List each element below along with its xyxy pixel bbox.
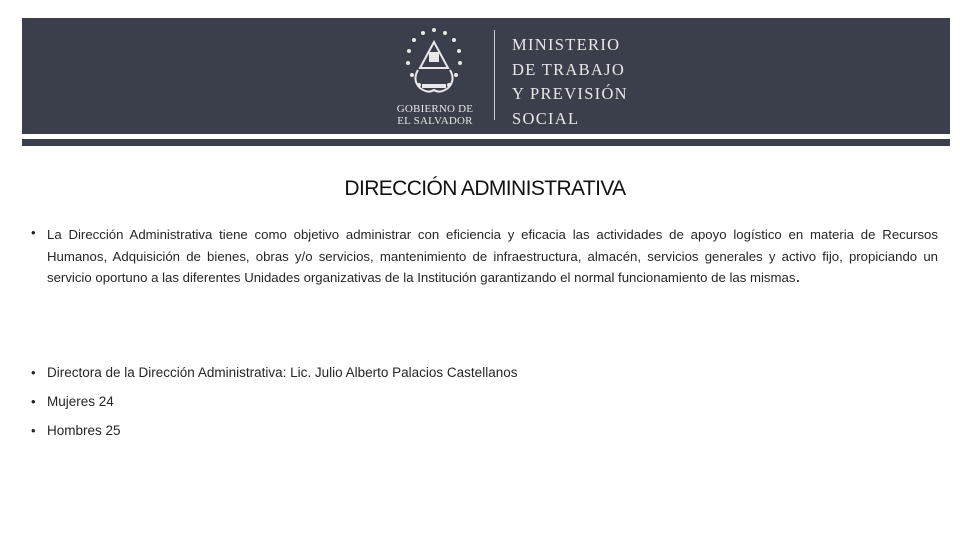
government-label-line-2: EL SALVADOR <box>397 115 473 127</box>
el-salvador-coat-of-arms-icon <box>398 24 470 102</box>
ministry-name <box>512 33 628 131</box>
description-paragraph <box>47 224 938 289</box>
list-item-director: Directora de la Dirección Administrativa: Lic. Julio Alberto Palacios Castellanos <box>47 365 518 380</box>
bullet-marker: • <box>31 394 36 409</box>
bullet-marker: • <box>31 225 36 240</box>
ministry-line-4: SOCIAL <box>512 108 580 128</box>
page-title: DIRECCIÓN ADMINISTRATIVA <box>344 177 626 200</box>
ministry-line-1: MINISTERIO <box>512 35 621 54</box>
ministry-line-3: Y PREVISIÓN <box>512 84 628 103</box>
government-label-line-1: GOBIERNO DE <box>396 103 474 115</box>
header-divider <box>494 30 495 120</box>
ministry-line-2: DE TRABAJO <box>512 59 626 79</box>
bullet-marker: • <box>31 423 36 438</box>
header-rule <box>22 139 950 146</box>
bullet-marker: • <box>31 365 36 380</box>
list-item-men: Hombres 25 <box>47 423 121 438</box>
government-label <box>384 103 486 127</box>
list-item-women: Mujeres 24 <box>47 394 114 409</box>
description-text: La Dirección Administrativa tiene como objetivo administrar con eficiencia y eficacia las actividades de apoyo logístico en materia de Recursos Humanos, Adquisición de bienes, obras y/o servicios, mantenimiento de infraestructura, almacén, servicios generales y activo fijo, propiciando un servicio oportuno a las diferentes Unidades organizativas de la Institución garantizando el normal funcionamiento de las mismas <box>47 227 938 285</box>
header-band <box>22 18 950 134</box>
description-end: . <box>795 266 801 286</box>
